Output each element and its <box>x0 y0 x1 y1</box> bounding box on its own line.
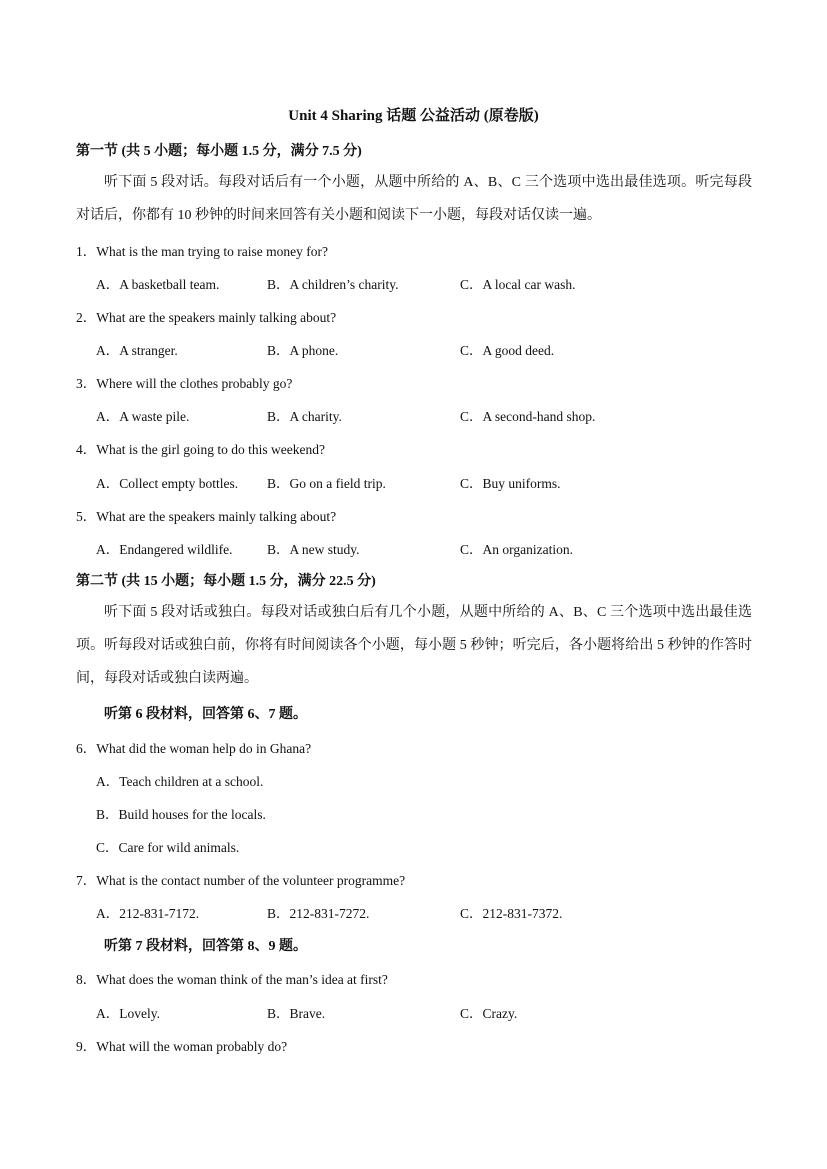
subheading-passage-6: 听第 6 段材料，回答第 6、7 题。 <box>104 707 307 722</box>
section2-heading: 第二节 (共 15 小题；每小题 1.5 分，满分 22.5 分) <box>76 574 376 589</box>
option-4a: A．Collect empty bottles. <box>96 476 239 491</box>
option-7c: C．212-831-7372. <box>460 906 563 921</box>
question-1: 1．What is the man trying to raise money for? <box>76 244 328 259</box>
option-7a: A．212-831-7172. <box>96 906 200 921</box>
option-3a: A．A waste pile. <box>96 409 190 424</box>
question-3: 3．Where will the clothes probably go? <box>76 376 293 391</box>
option-2a: A．A stranger. <box>96 343 178 358</box>
page-title: Unit 4 Sharing 话题 公益活动 (原卷版) <box>288 108 539 124</box>
question-7: 7．What is the contact number of the volunteer programme? <box>76 873 406 888</box>
option-5b: B．A new study. <box>267 542 360 557</box>
option-1a: A．A basketball team. <box>96 277 220 292</box>
option-6b: B．Build houses for the locals. <box>96 807 266 822</box>
option-8c: C．Crazy. <box>460 1006 518 1021</box>
section2-instructions: 听下面 5 段对话或独白。每段对话或独白后有几个小题，从题中所给的 A、B、C 三个选项中选出最佳选项。听每段对话或独白前，你将有时间阅读各个小题，每小题 5 秒钟；听完后，各小题将给出 5 秒钟的作答时间，每段对话或独白读两遍。 <box>76 605 752 686</box>
option-5c: C．An organization. <box>460 542 573 557</box>
question-5: 5．What are the speakers mainly talking about? <box>76 509 337 524</box>
option-4c: C．Buy uniforms. <box>460 476 561 491</box>
option-3c: C．A second-hand shop. <box>460 409 596 424</box>
option-7b: B．212-831-7272. <box>267 906 370 921</box>
option-5a: A．Endangered wildlife. <box>96 542 233 557</box>
option-1b: B．A children’s charity. <box>267 277 399 292</box>
question-4: 4．What is the girl going to do this weekend? <box>76 442 325 457</box>
subheading-passage-7: 听第 7 段材料，回答第 8、9 题。 <box>104 939 307 954</box>
option-1c: C．A local car wash. <box>460 277 576 292</box>
option-4b: B．Go on a field trip. <box>267 476 386 491</box>
option-8b: B．Brave. <box>267 1006 326 1021</box>
option-6a: A．Teach children at a school. <box>96 774 264 789</box>
option-3b: B．A charity. <box>267 409 342 424</box>
question-9: 9．What will the woman probably do? <box>76 1039 288 1054</box>
option-8a: A．Lovely. <box>96 1006 160 1021</box>
option-2b: B．A phone. <box>267 343 339 358</box>
question-8: 8．What does the woman think of the man’s idea at first? <box>76 972 388 987</box>
question-2: 2．What are the speakers mainly talking about? <box>76 310 337 325</box>
question-6: 6．What did the woman help do in Ghana? <box>76 741 312 756</box>
option-6c: C．Care for wild animals. <box>96 840 240 855</box>
section1-heading: 第一节 (共 5 小题；每小题 1.5 分，满分 7.5 分) <box>76 144 362 159</box>
option-2c: C．A good deed. <box>460 343 555 358</box>
section1-instructions: 听下面 5 段对话。每段对话后有一个小题，从题中所给的 A、B、C 三个选项中选出最佳选项。听完每段对话后，你都有 10 秒钟的时间来回答有关小题和阅读下一小题，每段对话仅读一遍。 <box>76 175 752 223</box>
